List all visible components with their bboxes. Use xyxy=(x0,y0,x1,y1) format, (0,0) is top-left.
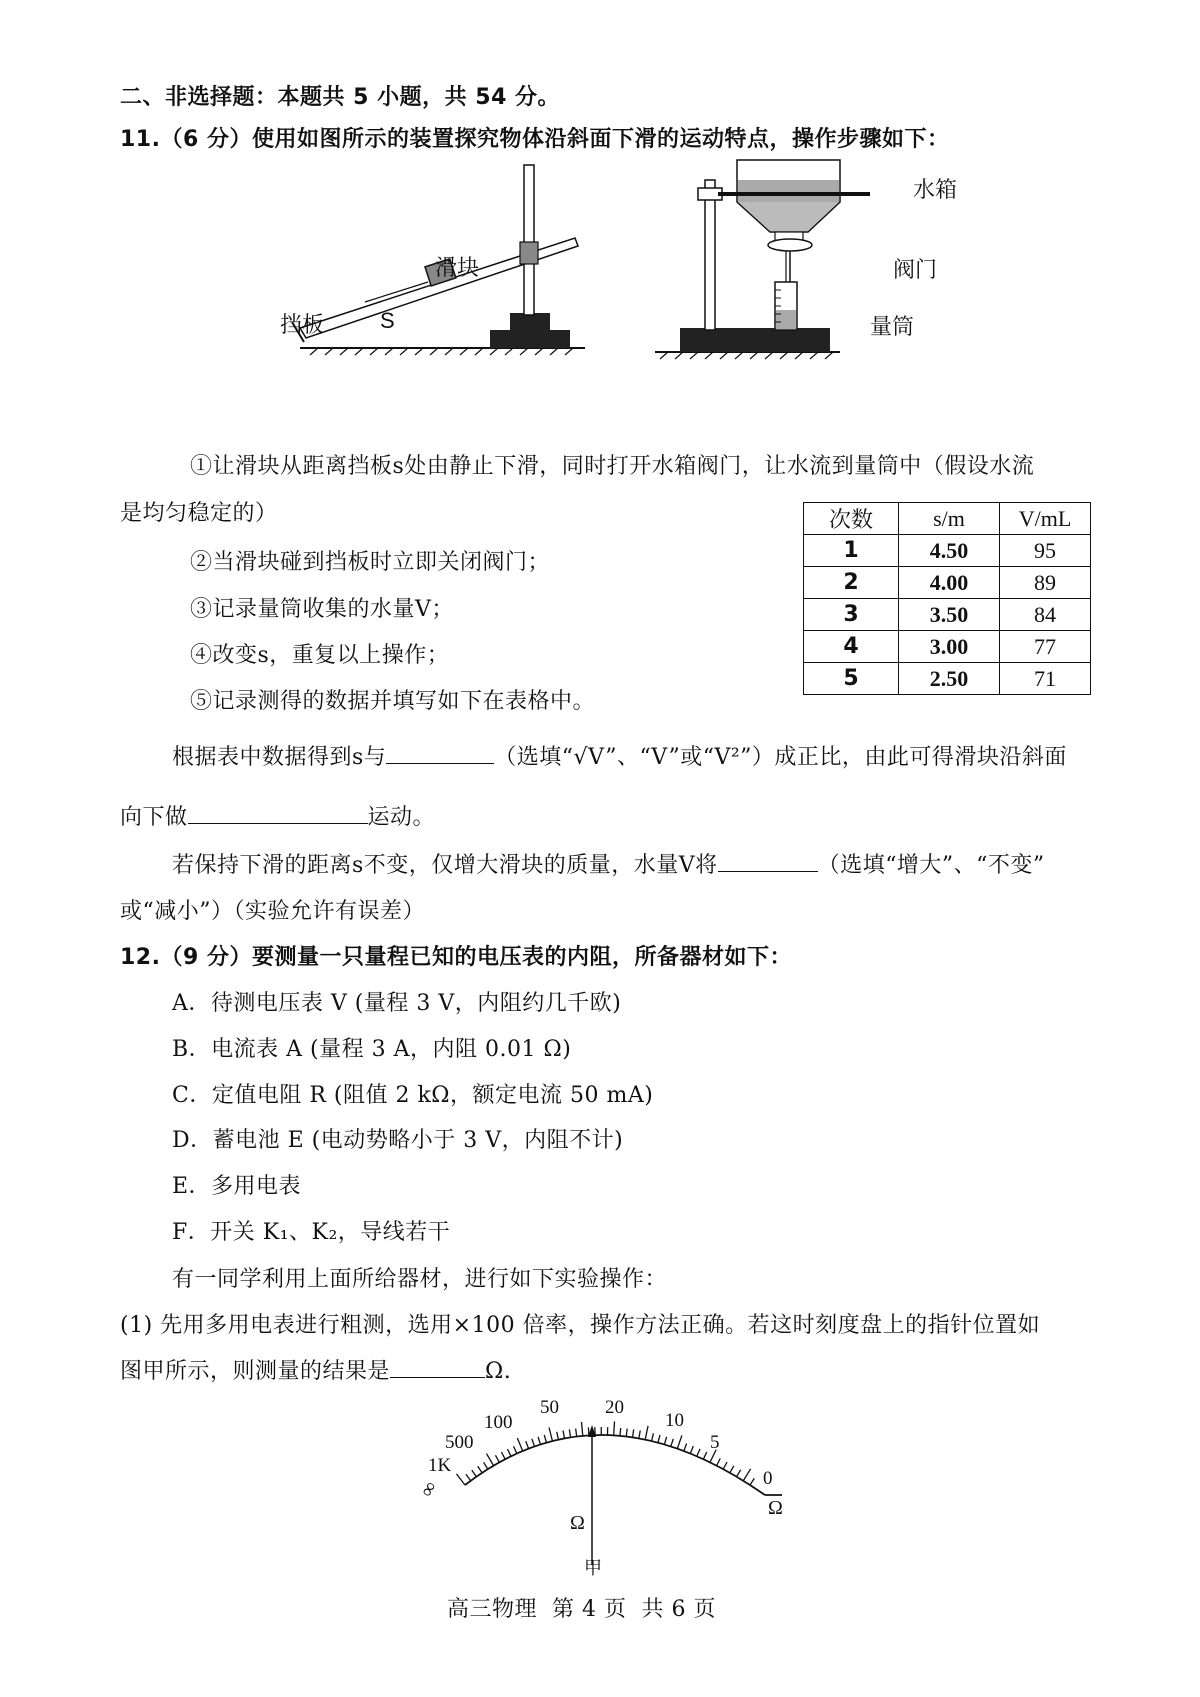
q11-fill3-post: （选填“增大”、“不变” xyxy=(817,853,1045,878)
dial-tick xyxy=(717,1459,721,1466)
dial-label-500: 500 xyxy=(445,1432,474,1453)
dial-tick xyxy=(507,1449,510,1456)
dial-tick xyxy=(557,1432,559,1440)
q12-header: 12.（9 分）要测量一只量程已知的电压表的内阻，所备器材如下： xyxy=(120,945,792,970)
dial-label-100: 100 xyxy=(484,1412,513,1433)
dial-label-50: 50 xyxy=(540,1397,559,1418)
dial-caption: 甲 xyxy=(584,1558,602,1579)
q12-option-a: A．待测电压表 V (量程 3 V，内阻约几千欧) xyxy=(172,991,622,1016)
dial-tick xyxy=(538,1437,540,1445)
dial-omega-right: Ω xyxy=(768,1497,783,1519)
dial-tick xyxy=(633,1429,634,1437)
q12-option-f: F．开关 K₁、K₂，导线若干 xyxy=(172,1220,451,1245)
q11-fill3-pre: 若保持下滑的距离s不变，仅增大滑块的质量，水量V将 xyxy=(172,853,718,878)
dial-tick xyxy=(639,1431,640,1439)
ohmmeter-dial-figure xyxy=(420,1395,820,1605)
dial-tick xyxy=(495,1455,499,1462)
label-cylinder: 量筒 xyxy=(870,315,915,340)
dial-tick xyxy=(645,1426,648,1440)
q12-option-d: D．蓄电池 E (电动势略小于 3 V，内阻不计) xyxy=(172,1128,624,1153)
dial-tick xyxy=(626,1429,627,1437)
dial-tick xyxy=(549,1427,552,1441)
dial-tick xyxy=(737,1470,741,1477)
q11-fill1 xyxy=(172,740,1067,771)
dial-tick xyxy=(484,1462,488,1469)
section-title: 二、非选择题：本题共 5 小题，共 54 分。 xyxy=(120,85,561,110)
q11-fill3 xyxy=(172,848,1045,879)
table-row xyxy=(804,663,1091,695)
table-cell: 84 xyxy=(1000,599,1091,631)
table-cell: 89 xyxy=(1000,567,1091,599)
page-footer: 高三物理 第 4 页 共 6 页 xyxy=(447,1597,716,1622)
dial-omega-center: Ω xyxy=(570,1512,585,1534)
table-cell: 3.50 xyxy=(899,599,1000,631)
dial-label-20: 20 xyxy=(605,1397,624,1418)
table-header: V/mL xyxy=(1000,503,1091,535)
q12-sub1b xyxy=(120,1354,511,1385)
table-cell: 5 xyxy=(804,663,899,695)
q11-step2: ②当滑块碰到挡板时立即关闭阀门； xyxy=(190,550,551,575)
dial-tick xyxy=(569,1429,570,1437)
q12-sub1b-post: Ω. xyxy=(485,1359,512,1384)
table-cell: 4.00 xyxy=(899,567,1000,599)
dial-tick xyxy=(750,1478,754,1485)
dial-tick xyxy=(456,1474,465,1485)
dial-tick xyxy=(576,1429,577,1437)
dial-tick xyxy=(526,1441,529,1448)
dial-tick xyxy=(671,1439,673,1447)
q11-fill3-line2: 或“减小”）（实验允许有误差） xyxy=(120,899,425,924)
table-row xyxy=(804,599,1091,631)
dial-tick xyxy=(730,1466,734,1473)
dial-label-inf: ∞ xyxy=(415,1477,442,1501)
table-cell: 77 xyxy=(1000,631,1091,663)
q11-step1a: ①让滑块从距离挡板s处由静止下滑，同时打开水箱阀门，让水流到量筒中（假设水流 xyxy=(190,454,1035,479)
dial-tick xyxy=(743,1469,750,1481)
q11-fill2 xyxy=(120,800,435,831)
table-cell: 4 xyxy=(804,631,899,663)
table-row xyxy=(804,535,1091,567)
dial-tick xyxy=(472,1470,477,1477)
dial-tick xyxy=(684,1443,687,1450)
dial-tick xyxy=(486,1454,493,1466)
table-cell: 2 xyxy=(804,567,899,599)
dial-tick xyxy=(478,1466,482,1473)
q12-option-c: C．定值电阻 R (阻值 2 kΩ，额定电流 50 mA) xyxy=(172,1083,654,1108)
q12-sub1a: (1) 先用多用电表进行粗测，选用×100 倍率，操作方法正确。若这时刻度盘上的指针位置如 xyxy=(120,1313,1041,1338)
q11-step3: ③记录量筒收集的水量V； xyxy=(190,597,454,622)
q12-option-b: B．电流表 A (量程 3 A，内阻 0.01 Ω) xyxy=(172,1037,572,1062)
table-header: 次数 xyxy=(804,503,899,535)
dial-label-1k: 1K xyxy=(428,1455,452,1476)
q11-step1b: 是均匀稳定的） xyxy=(120,501,278,526)
table-cell: 95 xyxy=(1000,535,1091,567)
q11-fill1-pre: 根据表中数据得到s与 xyxy=(172,745,387,770)
label-water-tank: 水箱 xyxy=(913,178,958,203)
dial-tick xyxy=(658,1435,660,1443)
label-valve: 阀门 xyxy=(893,258,938,283)
answer-blank-2[interactable] xyxy=(188,803,368,824)
dial-tick xyxy=(697,1449,700,1456)
q11-header: 11.（6 分）使用如图所示的装置探究物体沿斜面下滑的运动特点，操作步骤如下： xyxy=(120,127,950,152)
table-header-row xyxy=(804,503,1091,535)
q11-fill1-post: （选填“√V”、“V”或“V²”）成正比，由此可得滑块沿斜面 xyxy=(494,745,1067,770)
table-cell: 4.50 xyxy=(899,535,1000,567)
dial-tick xyxy=(517,1438,522,1451)
dial-tick xyxy=(532,1439,535,1447)
dial-tick xyxy=(652,1433,654,1441)
table-cell: 1 xyxy=(804,535,899,567)
table-row xyxy=(804,631,1091,663)
q11-apparatus-figure xyxy=(240,150,940,390)
label-baffle: 挡板 xyxy=(280,313,325,338)
dial-tick xyxy=(514,1446,517,1453)
dial-tick xyxy=(690,1446,693,1453)
dial-tick xyxy=(664,1437,666,1445)
q11-fill2-post: 运动。 xyxy=(367,805,436,830)
dial-tick xyxy=(563,1431,564,1439)
dial-tick xyxy=(614,1421,615,1435)
table-cell: 71 xyxy=(1000,663,1091,695)
q11-step5: ⑤记录测得的数据并填写如下在表格中。 xyxy=(190,689,596,714)
q12-intro: 有一同学利用上面所给器材，进行如下实验操作： xyxy=(172,1267,668,1292)
table-cell: 3.00 xyxy=(899,631,1000,663)
dial-tick xyxy=(581,1422,582,1436)
label-slider: 滑块 xyxy=(435,256,480,281)
dial-tick xyxy=(620,1428,621,1436)
dial-tick xyxy=(723,1462,727,1469)
dial-label-10: 10 xyxy=(665,1410,684,1431)
dial-label-0: 0 xyxy=(763,1468,773,1489)
dial-tick xyxy=(466,1474,471,1480)
q12-option-e: E．多用电表 xyxy=(172,1174,302,1199)
dial-tick xyxy=(544,1435,546,1443)
label-s: S xyxy=(380,308,395,333)
table-cell: 3 xyxy=(804,599,899,631)
q11-step4: ④改变s，重复以上操作； xyxy=(190,643,450,668)
dial-tick xyxy=(501,1452,505,1459)
q12-sub1b-pre: 图甲所示，则测量的结果是 xyxy=(120,1359,391,1384)
dial-tick xyxy=(703,1452,706,1459)
answer-blank-1[interactable] xyxy=(386,743,494,764)
q11-data-table xyxy=(803,502,1091,695)
answer-blank-3[interactable] xyxy=(718,851,818,872)
table-cell: 2.50 xyxy=(899,663,1000,695)
dial-tick xyxy=(677,1435,682,1448)
answer-blank-4[interactable] xyxy=(390,1357,485,1378)
table-header: s/m xyxy=(899,503,1000,535)
q11-fill2-pre: 向下做 xyxy=(120,805,188,830)
table-row xyxy=(804,567,1091,599)
dial-label-5: 5 xyxy=(710,1432,720,1453)
